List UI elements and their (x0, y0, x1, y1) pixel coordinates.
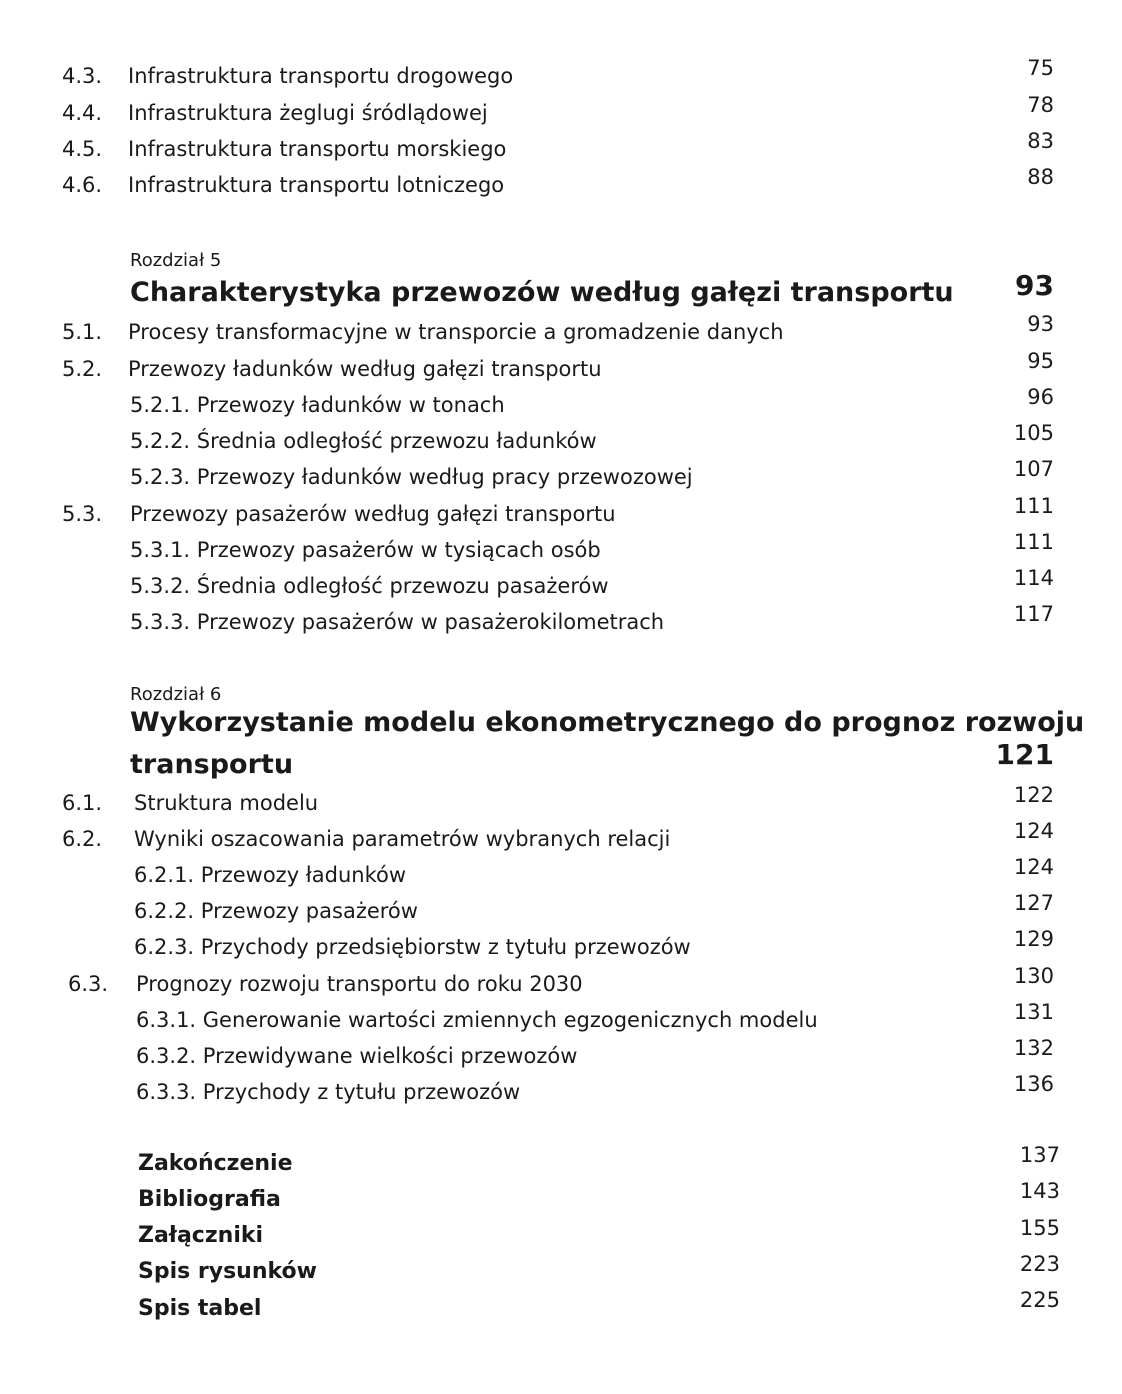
entry-page: 83 (1027, 129, 1054, 153)
toc-subentry (0, 459, 1122, 495)
entry-title: 6.3.2. Przewidywane wielkości przewozów (136, 1044, 578, 1068)
toc-subentry (0, 568, 1122, 604)
back-matter-title: Załączniki (138, 1223, 264, 1248)
entry-page: 117 (1013, 602, 1054, 626)
toc-subentry (0, 604, 1122, 640)
toc-entry (0, 95, 1122, 131)
entry-page: 129 (1013, 927, 1054, 951)
toc-entry (0, 496, 1122, 532)
chapter-title: Charakterystyka przewozów według gałęzi transportu (130, 277, 954, 308)
toc-entry (0, 58, 1122, 94)
back-matter-page: 155 (1019, 1216, 1060, 1240)
toc-subentry (0, 893, 1122, 929)
entry-page: 75 (1027, 56, 1054, 80)
chapter-label: Rozdział 5 (130, 250, 222, 271)
entry-page: 105 (1013, 421, 1054, 445)
entry-page: 131 (1013, 1000, 1054, 1024)
toc-subentry (0, 1002, 1122, 1038)
toc-entry (0, 167, 1122, 203)
toc-subentry (0, 532, 1122, 568)
entry-title: Przewozy pasażerów według gałęzi transportu (130, 502, 616, 526)
chapter-label: Rozdział 6 (130, 684, 222, 705)
entry-title: 5.2.2. Średnia odległość przewozu ładunków (130, 429, 597, 453)
entry-title: 5.2.3. Przewozy ładunków według pracy przewozowej (130, 465, 693, 489)
entry-title: Prognozy rozwoju transportu do roku 2030 (136, 972, 583, 996)
entry-page: 95 (1027, 349, 1054, 373)
toc-subentry (0, 857, 1122, 893)
entry-title: 5.3.3. Przewozy pasażerów w pasażerokilometrach (130, 610, 665, 634)
toc-subentry (0, 1038, 1122, 1074)
entry-title: 6.3.1. Generowanie wartości zmiennych egzogenicznych modelu (136, 1008, 818, 1032)
entry-page: 78 (1027, 93, 1054, 117)
entry-number: 4.3. (62, 64, 103, 88)
chapter-page: 93 (1015, 269, 1054, 302)
entry-title: Struktura modelu (134, 791, 319, 815)
back-matter-page: 143 (1019, 1179, 1060, 1203)
entry-title: Infrastruktura transportu lotniczego (128, 173, 505, 197)
entry-number: 5.3. (62, 502, 103, 526)
entry-number: 6.3. (68, 972, 109, 996)
entry-number: 4.5. (62, 137, 103, 161)
entry-page: 93 (1027, 312, 1054, 336)
entry-page: 111 (1013, 530, 1054, 554)
toc-entry (0, 351, 1122, 387)
entry-page: 130 (1013, 964, 1054, 988)
entry-page: 114 (1013, 566, 1054, 590)
entry-title: Przewozy ładunków według gałęzi transportu (128, 357, 602, 381)
entry-title: Procesy transformacyjne w transporcie a gromadzenie danych (128, 320, 784, 344)
entry-number: 5.1. (62, 320, 103, 344)
entry-title: 5.2.1. Przewozy ładunków w tonach (130, 393, 505, 417)
entry-title: Infrastruktura transportu morskiego (128, 137, 507, 161)
back-matter-page: 137 (1019, 1143, 1060, 1167)
entry-title: Infrastruktura żeglugi śródlądowej (128, 101, 488, 125)
toc-entry (0, 966, 1122, 1002)
back-matter-title: Spis rysunków (138, 1259, 317, 1284)
entry-title: Infrastruktura transportu drogowego (128, 64, 514, 88)
toc-entry (0, 821, 1122, 857)
entry-title: 6.3.3. Przychody z tytułu przewozów (136, 1080, 521, 1104)
entry-title: Wyniki oszacowania parametrów wybranych relacji (134, 827, 671, 851)
entry-page: 88 (1027, 165, 1054, 189)
back-matter-page: 225 (1019, 1288, 1060, 1312)
entry-title: 5.3.1. Przewozy pasażerów w tysiącach osób (130, 538, 601, 562)
entry-page: 122 (1013, 783, 1054, 807)
back-matter-title: Bibliografia (138, 1187, 281, 1212)
toc-entry (0, 314, 1122, 350)
entry-page: 136 (1013, 1072, 1054, 1096)
toc-subentry (0, 929, 1122, 965)
entry-title: 5.3.2. Średnia odległość przewozu pasażerów (130, 574, 609, 598)
entry-page: 107 (1013, 457, 1054, 481)
toc-subentry (0, 1074, 1122, 1110)
toc-subentry (0, 387, 1122, 423)
entry-title: 6.2.3. Przychody przedsiębiorstw z tytułu przewozów (134, 935, 691, 959)
back-matter-title: Spis tabel (138, 1296, 262, 1321)
back-matter-title: Zakończenie (138, 1151, 293, 1176)
back-matter-page: 223 (1019, 1252, 1060, 1276)
entry-page: 96 (1027, 385, 1054, 409)
entry-number: 4.4. (62, 101, 103, 125)
entry-page: 132 (1013, 1036, 1054, 1060)
toc-entry (0, 785, 1122, 821)
chapter-page: 121 (995, 738, 1054, 771)
entry-title: 6.2.2. Przewozy pasażerów (134, 899, 418, 923)
chapter-title-line2: transportu (130, 749, 294, 780)
entry-number: 6.1. (62, 791, 103, 815)
entry-page: 124 (1013, 819, 1054, 843)
entry-number: 5.2. (62, 357, 103, 381)
toc-subentry (0, 423, 1122, 459)
entry-page: 111 (1013, 494, 1054, 518)
chapter-title-line1: Wykorzystanie modelu ekonometrycznego do prognoz rozwoju (130, 707, 1085, 738)
entry-number: 4.6. (62, 173, 103, 197)
entry-page: 124 (1013, 855, 1054, 879)
entry-number: 6.2. (62, 827, 103, 851)
entry-title: 6.2.1. Przewozy ładunków (134, 863, 407, 887)
toc-entry (0, 131, 1122, 167)
entry-page: 127 (1013, 891, 1054, 915)
